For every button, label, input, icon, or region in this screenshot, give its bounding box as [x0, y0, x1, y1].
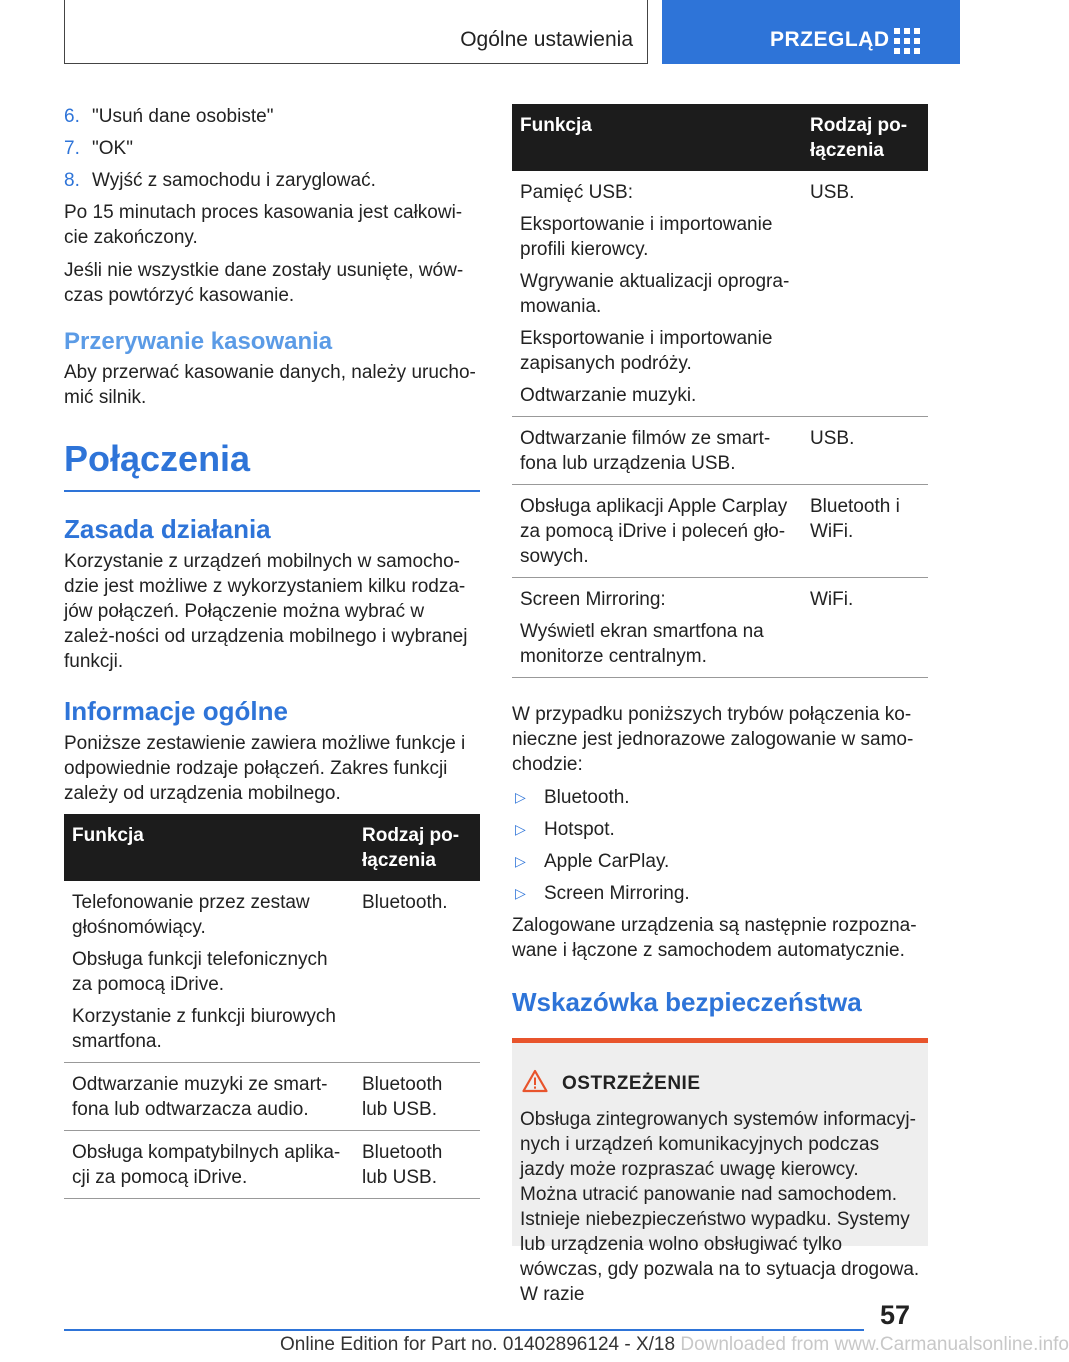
warning-box — [512, 1038, 928, 1305]
table-row: Screen Mirroring: Wyświetl ekran smartfona na monitorze centralnym. WiFi. — [512, 578, 928, 678]
triangle-bullet-icon: ▷ — [515, 885, 526, 901]
triangle-bullet-icon: ▷ — [515, 789, 526, 805]
paragraph: Zalogowane urządzenia są następnie rozpozna‐wane i łączone z samochodem automatycznie. — [512, 915, 917, 961]
table-row: Pamięć USB: Eksportowanie i importowanie profili kierowcy. Wgrywanie aktualizacji oprogra‐mowania. Eksportowanie i importowanie zapisanych podróży. Odtwarzanie muzyki. USB. — [512, 171, 928, 417]
list-item: ▷ Hotspot. — [512, 817, 928, 842]
overview-nav-button[interactable] — [662, 0, 960, 64]
table-header: Rodzaj po‐łączenia — [354, 814, 480, 881]
table-row: Odtwarzanie muzyki ze smart‐fona lub odtwarzacza audio. Bluetooth lub USB. — [64, 1063, 480, 1131]
heading-general: Informacje ogólne — [64, 696, 288, 726]
bullet-list — [512, 785, 928, 906]
function-table-left — [64, 814, 480, 1199]
list-item: ▷ Bluetooth. — [512, 785, 928, 810]
paragraph: Po 15 minutach proces kasowania jest całkowi‐cie zakończony. — [64, 202, 463, 248]
heading-safety: Wskazówka bezpieczeństwa — [512, 987, 862, 1017]
footer-divider — [64, 1329, 864, 1331]
table-row: Telefonowanie przez zestaw głośnomówiący. Obsługa funkcji telefonicznych za pomocą iDrive. Korzystanie z funkcji biurowych smartfona. Bluetooth. — [64, 881, 480, 1063]
paragraph: Jeśli nie wszystkie dane zostały usunięte, wów‐czas powtórzyć kasowanie. — [64, 260, 464, 306]
paragraph: W przypadku poniższych trybów połączenia ko‐nieczne jest jednorazowe zalogowanie w samo‐chodzie: — [512, 704, 914, 775]
table-header: Rodzaj po‐łączenia — [802, 104, 928, 171]
grid-icon — [894, 28, 920, 54]
watermark: Downloaded from www.Carmanualsonline.info — [680, 1334, 1069, 1355]
list-item: 8. Wyjść z samochodu i zaryglować. — [64, 170, 376, 191]
list-item: ▷ Apple CarPlay. — [512, 849, 928, 874]
table-row: Obsługa kompatybilnych aplika‐cji za pomocą iDrive. Bluetooth lub USB. — [64, 1131, 480, 1199]
list-item: 6. "Usuń dane osobiste" — [64, 106, 274, 127]
function-table-right — [512, 104, 928, 678]
paragraph: Poniższe zestawienie zawiera możliwe funkcje i odpowiednie rodzaje połączeń. Zakres funkcji zależy od urządzenia mobilnego. — [64, 733, 466, 804]
heading-connections: Połączenia — [64, 438, 480, 492]
table-row: Obsługa aplikacji Apple Carplay za pomocą iDrive i poleceń gło‐sowych. Bluetooth i WiFi. — [512, 485, 928, 578]
left-column — [64, 104, 480, 1199]
table-row: Odtwarzanie filmów ze smart‐fona lub urządzenia USB. USB. — [512, 417, 928, 485]
table-header: Funkcja — [512, 104, 802, 171]
heading-principle: Zasada działania — [64, 514, 271, 544]
warning-triangle-icon — [520, 1069, 562, 1099]
table-header: Funkcja — [64, 814, 354, 881]
paragraph: Korzystanie z urządzeń mobilnych w samocho‐dzie jest możliwe z wykorzystaniem kilku rodza‐jów połączeń. Połączenie można wybrać w zależ‐ności od urządzenia mobilnego i wybranej funkcji. — [64, 551, 468, 672]
paragraph: Aby przerwać kasowanie danych, należy urucho‐mić silnik. — [64, 362, 476, 408]
header-section-title: Ogólne ustawienia — [460, 28, 633, 51]
overview-nav-label: PRZEGLĄD — [770, 28, 890, 51]
header-section-box — [64, 0, 648, 64]
warning-text: Obsługa zintegrowanych systemów informacyj‐nych i urządzeń komunikacyjnych podczas jazdy może rozpraszać uwagę kierowcy. Można utracić panowanie nad samochodem. Istnieje niebezpieczeństwo wypadku. Systemy lub urządzenia wolno obsługiwać tylko wówczas, gdy pozwala na to sytuacja drogowa. W razie — [520, 1109, 920, 1305]
list-item: 7. "OK" — [64, 138, 133, 159]
warning-title: OSTRZEŻENIE — [562, 1073, 701, 1094]
page-number: 57 — [880, 1300, 911, 1330]
triangle-bullet-icon: ▷ — [515, 821, 526, 837]
footer-edition: Online Edition for Part no. 01402896124 - X/18 — [280, 1334, 676, 1355]
triangle-bullet-icon: ▷ — [515, 853, 526, 869]
right-column — [512, 104, 928, 1305]
list-item: ▷ Screen Mirroring. — [512, 881, 928, 906]
heading-interrupt: Przerywanie kasowania — [64, 328, 333, 355]
footer — [280, 1334, 1069, 1356]
